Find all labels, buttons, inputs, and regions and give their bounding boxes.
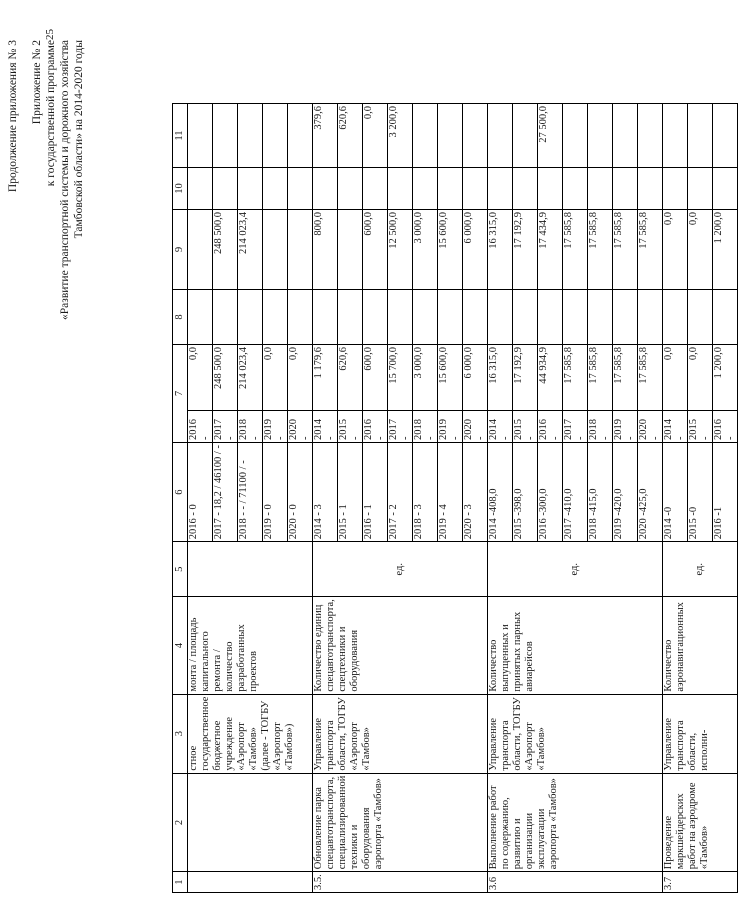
cell-c9	[438, 290, 463, 345]
cell-c8: 17 585,8	[613, 345, 638, 411]
column-header: 8	[173, 290, 188, 345]
cell-c10: 0,0	[663, 210, 688, 290]
cell-c12: 3 200,0	[388, 104, 413, 168]
cell-c6: 2020 - 3	[463, 443, 488, 542]
cell-c8: 15 600,0	[438, 345, 463, 411]
cell-c8: 0,0	[288, 345, 313, 411]
cell-c6: 2017 -410,0	[563, 443, 588, 542]
cell-c6: 2019 - 0	[263, 443, 288, 542]
cell-c9	[188, 290, 213, 345]
cell-c12	[588, 104, 613, 168]
annex-line-2: к государственной программе	[45, 40, 57, 187]
cell-c10: 17 585,8	[563, 210, 588, 290]
cell-c9	[238, 290, 263, 345]
cell-c8: 0,0	[263, 345, 288, 411]
column-header: 7	[173, 345, 188, 443]
cell-c2	[188, 773, 313, 872]
cell-c9	[363, 290, 388, 345]
cell-c10	[288, 210, 313, 290]
cell-c12	[263, 104, 288, 168]
cell-c8: 1 200,0	[713, 345, 738, 411]
cell-c1	[188, 872, 313, 893]
cell-c11	[288, 168, 313, 210]
cell-c12	[238, 104, 263, 168]
cell-c10: 16 315,0	[488, 210, 513, 290]
cell-c2: Обновление парка спецавтотранспорта, специализированной техники и оборудования аэропорта «Тамбов»	[313, 773, 488, 872]
cell-c6: 2016 - 0	[188, 443, 213, 542]
cell-c11	[388, 168, 413, 210]
cell-c2: Проведение маркшейдерских работ на аэродроме «Тамбов»	[663, 773, 738, 872]
cell-c7: 2017 -	[213, 411, 238, 443]
page-number: 25	[44, 29, 56, 40]
cell-c5	[188, 542, 313, 597]
cell-c6: 2015 - 1	[338, 443, 363, 542]
cell-c7: 2018 -	[238, 411, 263, 443]
annex-line-1: Приложение № 2	[31, 40, 43, 125]
cell-c6: 2016 - 1	[363, 443, 388, 542]
cell-c2: Выполнение работ по содержанию, развитию и организации эксплуатации аэропорта «Тамбов»	[488, 773, 663, 872]
cell-c11	[438, 168, 463, 210]
cell-c10: 800,0	[313, 210, 338, 290]
cell-c10: 600,0	[363, 210, 388, 290]
cell-c4: монта / площадь капитального ремонта / количество разработанных проектов	[188, 597, 313, 694]
table-row	[313, 104, 338, 893]
cell-c5: ед.	[488, 542, 663, 597]
cell-c12: 379,6	[313, 104, 338, 168]
cell-c10: 214 023,4	[238, 210, 263, 290]
cell-c7: 2014 -	[488, 411, 513, 443]
cell-c9	[488, 290, 513, 345]
cell-c11	[463, 168, 488, 210]
cell-c9	[413, 290, 438, 345]
cell-c5: ед.	[313, 542, 488, 597]
cell-c9	[713, 290, 738, 345]
cell-c11	[238, 168, 263, 210]
cell-c11	[313, 168, 338, 210]
cell-c9	[588, 290, 613, 345]
cell-c8: 600,0	[363, 345, 388, 411]
cell-c10: 3 000,0	[413, 210, 438, 290]
column-header: 5	[173, 542, 188, 597]
cell-c6: 2019 - 4	[438, 443, 463, 542]
cell-c10: 12 500,0	[388, 210, 413, 290]
program-table	[172, 103, 738, 893]
cell-c9	[513, 290, 538, 345]
cell-c10: 248 500,0	[213, 210, 238, 290]
cell-c10	[263, 210, 288, 290]
column-header: 11	[173, 104, 188, 168]
cell-c1: 3.7	[663, 872, 738, 893]
cell-c12	[488, 104, 513, 168]
cell-c8: 17 585,8	[563, 345, 588, 411]
cell-c11	[663, 168, 688, 210]
cell-c1: 3.6	[488, 872, 663, 893]
cell-c7: 2017 -	[563, 411, 588, 443]
annex-line-4: Тамбовской области» на 2014-2020 годы	[73, 40, 85, 239]
cell-c12: 27 500,0	[538, 104, 563, 168]
cell-c8: 17 192,9	[513, 345, 538, 411]
cell-c12	[438, 104, 463, 168]
cell-c8: 16 315,0	[488, 345, 513, 411]
header-row	[173, 104, 188, 893]
cell-c12	[188, 104, 213, 168]
cell-c8: 214 023,4	[238, 345, 263, 411]
cell-c8: 17 585,8	[588, 345, 613, 411]
cell-c10: 17 192,9	[513, 210, 538, 290]
cell-c8: 620,6	[338, 345, 363, 411]
cell-c11	[488, 168, 513, 210]
cell-c1: 3.5.	[313, 872, 488, 893]
cell-c11	[363, 168, 388, 210]
cell-c7: 2018 -	[413, 411, 438, 443]
cell-c9	[638, 290, 663, 345]
cell-c11	[338, 168, 363, 210]
cell-c10: 15 600,0	[438, 210, 463, 290]
cell-c6: 2016 -300,0	[538, 443, 563, 542]
cell-c3: Управление транспорта области, ТОГБУ «Аэропорт «Тамбов»	[313, 694, 488, 773]
cell-c7: 2019 -	[438, 411, 463, 443]
cell-c4: Количество единиц спецавтотранспорта, спецтехники и оборудования	[313, 597, 488, 694]
cell-c7: 2016 -	[363, 411, 388, 443]
cell-c6: 2014 -0	[663, 443, 688, 542]
cell-c7: 2016 -	[713, 411, 738, 443]
cell-c6: 2014 -408,0	[488, 443, 513, 542]
table-row	[663, 104, 688, 893]
cell-c12	[663, 104, 688, 168]
table-row	[488, 104, 513, 893]
cell-c11	[513, 168, 538, 210]
column-header: 4	[173, 597, 188, 694]
cell-c6: 2017 - 2	[388, 443, 413, 542]
cell-c10: 17 585,8	[588, 210, 613, 290]
cell-c12	[713, 104, 738, 168]
cell-c12	[613, 104, 638, 168]
cell-c8: 44 934,9	[538, 345, 563, 411]
cell-c9	[338, 290, 363, 345]
cell-c7: 2019 -	[613, 411, 638, 443]
cell-c12	[213, 104, 238, 168]
cell-c7: 2015 -	[338, 411, 363, 443]
cell-c12	[288, 104, 313, 168]
cell-c8: 6 000,0	[463, 345, 488, 411]
cell-c7: 2020 -	[463, 411, 488, 443]
cell-c10: 1 200,0	[713, 210, 738, 290]
cell-c9	[463, 290, 488, 345]
cell-c9	[688, 290, 713, 345]
cell-c8: 1 179,6	[313, 345, 338, 411]
cell-c5: ед.	[663, 542, 738, 597]
column-header: 2	[173, 773, 188, 872]
cell-c3: стное государственное бюджетное учреждение «Аэропорт «Тамбов» (далее - ТОГБУ «Аэропорт «Тамбов»)	[188, 694, 313, 773]
cell-c8: 0,0	[188, 345, 213, 411]
cell-c11	[188, 168, 213, 210]
cell-c12	[463, 104, 488, 168]
cell-c7: 2015 -	[688, 411, 713, 443]
column-header: 10	[173, 168, 188, 210]
cell-c7: 2020 -	[288, 411, 313, 443]
cell-c6: 2016 -1	[713, 443, 738, 542]
cell-c12	[563, 104, 588, 168]
cell-c8: 248 500,0	[213, 345, 238, 411]
cell-c9	[563, 290, 588, 345]
cell-c3: Управление транспорта области, ТОГБУ «Аэропорт «Тамбов»	[488, 694, 663, 773]
cell-c7: 2019 -	[263, 411, 288, 443]
cell-c7: 2016 -	[538, 411, 563, 443]
cell-c12: 0,0	[363, 104, 388, 168]
cell-c11	[563, 168, 588, 210]
cell-c9	[288, 290, 313, 345]
cell-c10: 17 585,8	[638, 210, 663, 290]
cell-c10	[188, 210, 213, 290]
cell-c6: 2017 - 18,2 / 46100 / -	[213, 443, 238, 542]
cell-c11	[538, 168, 563, 210]
cell-c11	[413, 168, 438, 210]
cell-c11	[688, 168, 713, 210]
cell-c9	[613, 290, 638, 345]
continuation-title: Продолжение приложения № 3	[7, 40, 19, 193]
annex-line-3: «Развитие транспортной системы и дорожного хозяйства	[59, 40, 71, 320]
column-header: 1	[173, 872, 188, 893]
cell-c7: 2020 -	[638, 411, 663, 443]
cell-c11	[638, 168, 663, 210]
cell-c4: Количество аэронавигационных	[663, 597, 738, 694]
cell-c8: 17 585,8	[638, 345, 663, 411]
cell-c6: 2018 - 3	[413, 443, 438, 542]
cell-c7: 2017 -	[388, 411, 413, 443]
cell-c11	[588, 168, 613, 210]
cell-c9	[663, 290, 688, 345]
cell-c6: 2019 -420,0	[613, 443, 638, 542]
cell-c8: 3 000,0	[413, 345, 438, 411]
cell-c9	[388, 290, 413, 345]
cell-c8: 0,0	[688, 345, 713, 411]
cell-c6: 2018 - - / 71100 / -	[238, 443, 263, 542]
cell-c12	[513, 104, 538, 168]
cell-c6: 2015 -398,0	[513, 443, 538, 542]
cell-c9	[213, 290, 238, 345]
cell-c10	[338, 210, 363, 290]
cell-c10: 6 000,0	[463, 210, 488, 290]
cell-c6: 2014 - 3	[313, 443, 338, 542]
column-header: 9	[173, 210, 188, 290]
cell-c10: 17 585,8	[613, 210, 638, 290]
cell-c3: Управление транспорта области, исполни-	[663, 694, 738, 773]
cell-c7: 2014 -	[313, 411, 338, 443]
cell-c12: 620,6	[338, 104, 363, 168]
cell-c8: 0,0	[663, 345, 688, 411]
column-header: 3	[173, 694, 188, 773]
cell-c6: 2020 - 0	[288, 443, 313, 542]
cell-c11	[613, 168, 638, 210]
cell-c9	[313, 290, 338, 345]
cell-c12	[688, 104, 713, 168]
cell-c7: 2018 -	[588, 411, 613, 443]
cell-c11	[713, 168, 738, 210]
cell-c12	[638, 104, 663, 168]
cell-c11	[263, 168, 288, 210]
cell-c4: Количество выпущенных и принятых парных авиарейсов	[488, 597, 663, 694]
cell-c9	[538, 290, 563, 345]
cell-c8: 15 700,0	[388, 345, 413, 411]
cell-c10: 17 434,9	[538, 210, 563, 290]
table-row	[188, 104, 213, 893]
cell-c6: 2015 -0	[688, 443, 713, 542]
cell-c12	[413, 104, 438, 168]
cell-c10: 0,0	[688, 210, 713, 290]
cell-c6: 2020 -425,0	[638, 443, 663, 542]
column-header: 6	[173, 443, 188, 542]
cell-c7: 2016 -	[188, 411, 213, 443]
cell-c11	[213, 168, 238, 210]
cell-c9	[263, 290, 288, 345]
cell-c7: 2014 -	[663, 411, 688, 443]
cell-c7: 2015 -	[513, 411, 538, 443]
cell-c6: 2018 -415,0	[588, 443, 613, 542]
